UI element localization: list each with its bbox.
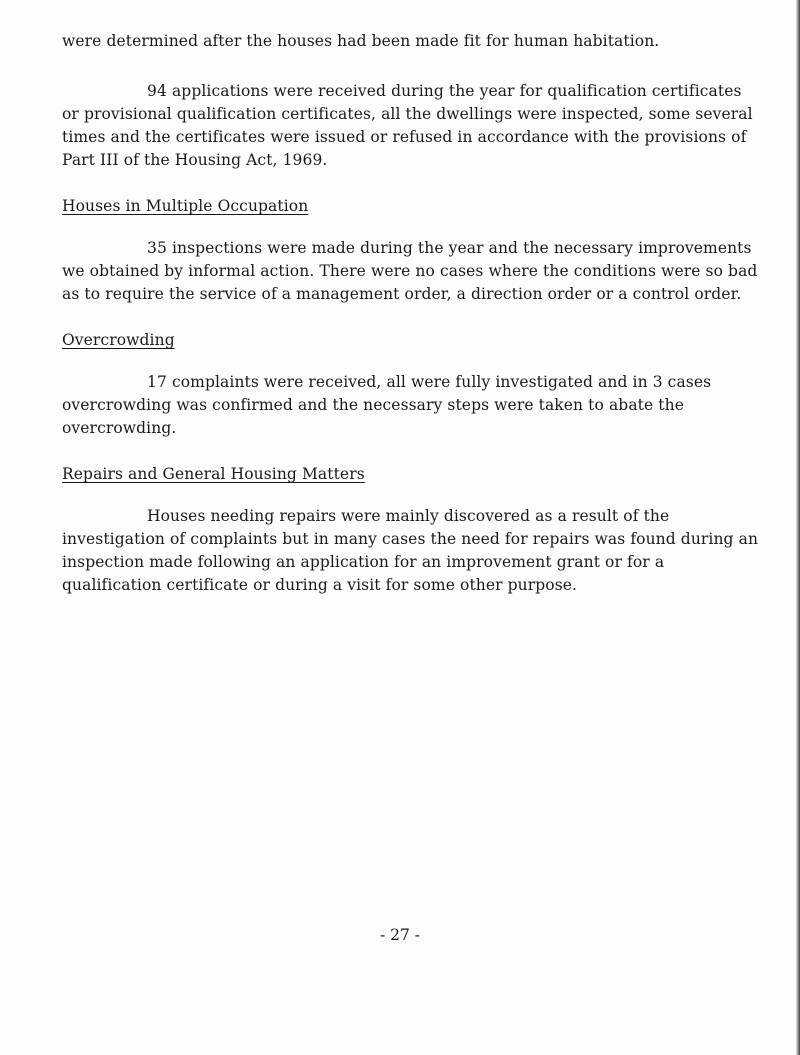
section-body: 17 complaints were received, all were fully investigated and in 3 cases overcrowding was confirmed and the necessary steps were taken to abate the overcrowding.	[62, 373, 712, 437]
section-heading: Repairs and General Housing Matters	[62, 465, 365, 483]
section-body: Houses needing repairs were mainly discovered as a result of the investigation of complaints but in many cases the need for repairs was found during an inspection made following an application for an improvement grant or for a qualification certificate or during a visit for some other purpose.	[62, 507, 759, 594]
qualification-certificates-paragraph: 94 applications were received during the year for qualification certificates or provisional qualification certificates, all the dwellings were inspected, some several times and the certificates were issued or refused in accordance with the provisions of Part III of the Housing Act, 1969.	[62, 82, 753, 169]
section-overcrowding	[62, 329, 762, 440]
page-number: - 27 -	[379, 926, 421, 944]
section-body: 35 inspections were made during the year and the necessary improvements we obtained by informal action. There were no cases where the conditions were so bad as to require the service of a management order, a direction order or a control order.	[62, 239, 758, 303]
section-repairs	[62, 463, 762, 597]
page-edge-shadow	[796, 0, 800, 1055]
opening-line: were determined after the houses had been made fit for human habitation.	[62, 32, 660, 50]
section-heading: Houses in Multiple Occupation	[62, 197, 309, 215]
page-content	[62, 30, 762, 620]
section-heading: Overcrowding	[62, 331, 175, 349]
section-multiple-occupation	[62, 195, 762, 306]
